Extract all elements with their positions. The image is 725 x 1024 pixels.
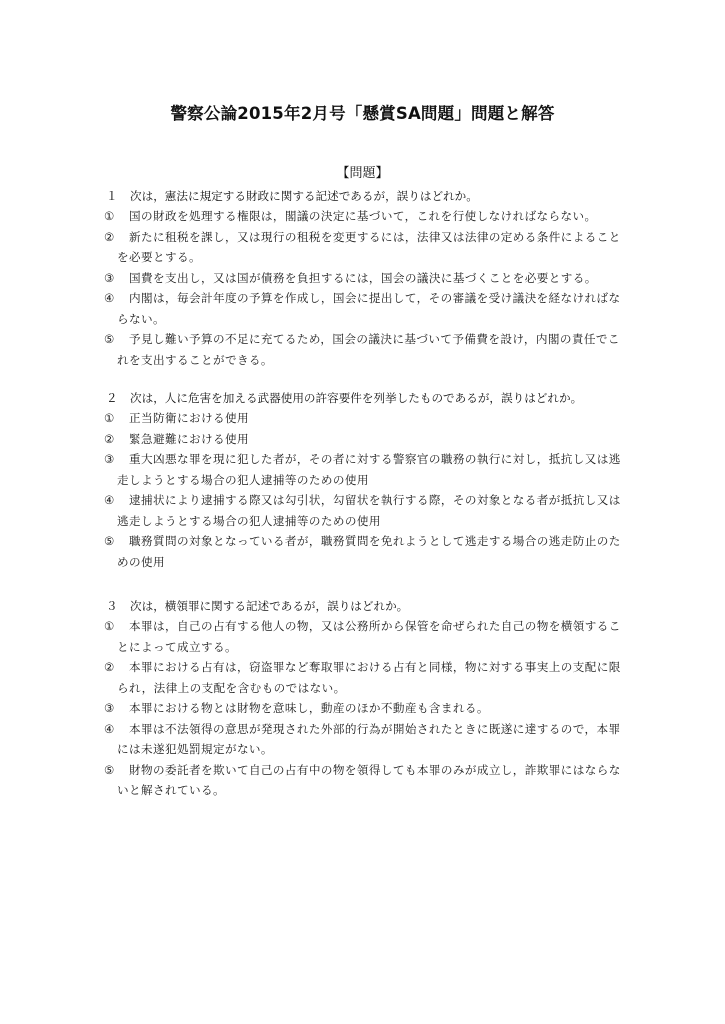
option-mark: ② [104,229,115,244]
option-text: 財物の委託者を欺いて自己の占有中の物を領得しても本罪のみが成立し，詐欺罪にはならないと解されている。 [117,762,621,797]
option-text: 本罪における占有は，窃盗罪など奪取罪における占有と同様，物に対する事実上の支配に限られ，法律上の支配を含むものではない。 [117,660,621,695]
option-mark: ② [104,431,115,446]
question-text: 次は，横領罪に関する記述であるが，誤りはどれか。 [130,599,409,613]
option-mark: ④ [104,493,115,507]
option-text: 正当防衛における使用 [129,411,249,425]
option-mark: ③ [104,701,115,715]
option-mark: ① [104,411,115,425]
option-text: 国費を支出し，又は国が債務を負担するには，国会の議決に基づくことを必要とする。 [129,270,597,285]
option-mark: ③ [104,270,115,285]
answer-option [104,490,624,531]
question-text: 次は，人に危害を加える武器使用の許容要件を列挙したものであるが，誤りはどれか。 [130,391,583,405]
document-title: 警察公論2015年2月号「懸賞SA問題」問題と解答 [170,104,555,123]
answer-option [104,227,624,268]
option-text: 本罪における物とは財物を意味し，動産のほか不動産も含まれる。 [129,701,489,715]
option-text: 緊急避難における使用 [129,431,249,446]
option-text: 新たに租税を課し，又は現行の租税を変更するには，法律又は法律の定める条件によることを必要とする。 [117,229,621,264]
question-2 [104,388,624,572]
option-mark: ⑤ [104,762,115,777]
question-3-prompt [104,596,624,616]
option-mark: ① [104,209,115,223]
option-text: 重大凶悪な罪を現に犯した者が，その者に対する警察官の職務の執行に対し，抵抗し又は逃走しようとする場合の犯人逮捕等のための使用 [117,452,621,487]
option-text: 本罪は，自己の占有する他人の物，又は公務所から保管を命ぜられた自己の物を横領することによって成立する。 [117,619,621,654]
option-text: 内閣は，毎会計年度の予算を作成し，国会に提出して，その審議を受け議決を経なければならない。 [117,291,621,326]
question-1-prompt [104,186,624,206]
answer-option [104,531,624,572]
question-2-prompt [104,388,624,408]
option-text: 国の財政を処理する権限は，閣議の決定に基づいて，これを行使しなければならない。 [129,209,597,223]
option-text: 本罪は不法領得の意思が発現された外部的行為が開始されたときに既遂に達するので，本罪には未遂犯処罰規定がない。 [117,721,621,756]
question-number: ２ [106,391,118,405]
option-text: 逮捕状により逮捕する際又は勾引状，勾留状を執行する際，その対象となる者が抵抗し又は逃走しようとする場合の犯人逮捕等のための使用 [117,493,621,528]
answer-option [104,329,624,370]
question-number: ３ [106,599,118,613]
answer-option [104,268,624,289]
question-number: １ [106,189,118,203]
question-1 [104,186,624,370]
answer-option [104,206,624,227]
option-mark: ① [104,619,115,633]
option-mark: ④ [104,291,115,305]
option-mark: ⑤ [104,332,115,346]
answer-option [104,698,624,719]
answer-option [104,288,624,329]
option-mark: ④ [104,721,115,736]
answer-option [104,616,624,657]
answer-option [104,429,624,450]
answer-option [104,760,624,801]
option-mark: ② [104,660,115,674]
question-3 [104,596,624,801]
answer-option [104,449,624,490]
option-text: 予見し難い予算の不足に充てるため，国会の議決に基づいて予備費を設け，内閣の責任でこれを支出することができる。 [117,332,620,367]
option-mark: ⑤ [104,534,115,548]
answer-option [104,719,624,760]
answer-option [104,408,624,429]
option-mark: ③ [104,452,115,466]
question-text: 次は，憲法に規定する財政に関する記述であるが，誤りはどれか。 [130,189,478,203]
section-heading: 【問題】 [336,166,389,181]
option-text: 職務質問の対象となっている者が，職務質問を免れようとして逃走する場合の逃走防止のための使用 [117,534,621,569]
answer-option [104,657,624,698]
